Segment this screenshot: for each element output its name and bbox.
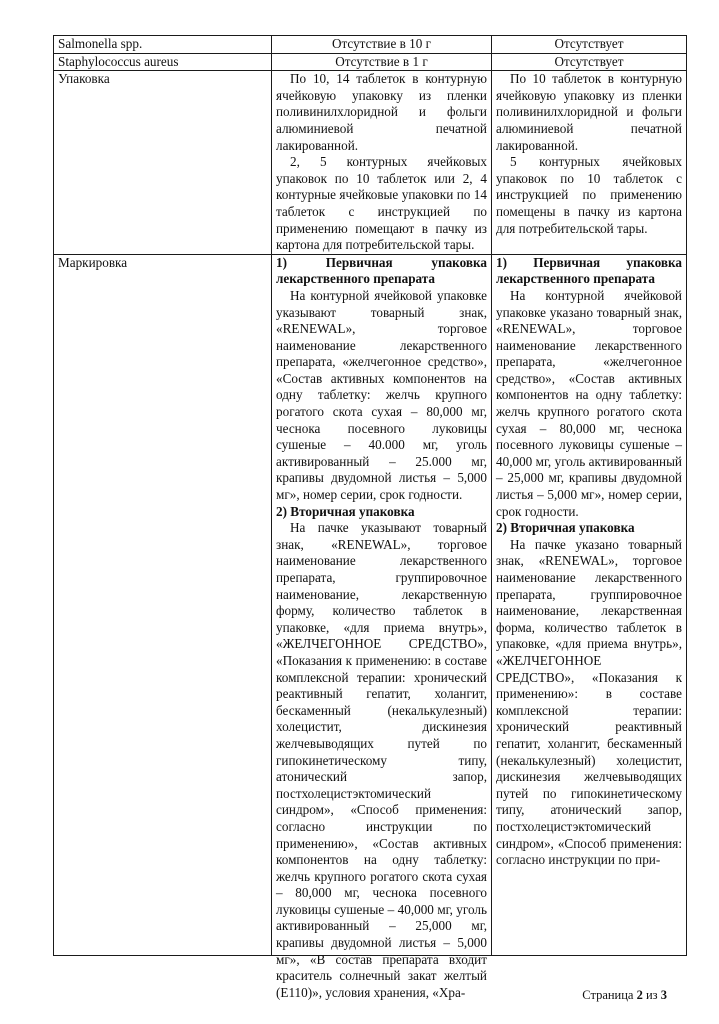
- current-page: 2: [636, 988, 643, 1002]
- page-of: из: [645, 988, 658, 1002]
- table-row-staph: [54, 53, 687, 71]
- marking-norm-heading: 1) Первичная упаковка лекарственного препарата: [276, 254, 487, 287]
- result-value: Отсутствует: [492, 36, 687, 54]
- packaging-norm-paragraph: По 10, 14 таблеток в контурную ячейковую упаковку из пленки поливинилхлоридной и фольги алюминиевой печатной лакированной.: [276, 71, 487, 153]
- page-number: [582, 988, 667, 1003]
- indicator-name: Staphylococcus aureus: [54, 53, 272, 71]
- packaging-result-paragraph: 5 контурных ячейковых упаковок по 10 таблеток с инструкцией по применению помещены в пачку из картона для потребительской тары.: [496, 154, 682, 236]
- marking-norm-paragraph: На пачке указывают товарный знак, «RENEWAL», торговое наименование лекарственного препарата, группировочное наименование, лекарственную форму, количество таблеток в упаковке, «для приема внутрь», «ЖЕЛЧЕГОННОЕ СРЕДСТВО», «Показания к применению: в составе комплексной терапии: хронический реактивный гепатит, холангит, бескаменный (некалькулезный) холецистит, дискинезия желчевыводящих путей по гипокинетическому типу, атонический запор, постхолецистэктомический синдром», «Способ применения: согласно инструкции по применению», «Состав активных компонентов на одну таблетку: желчь крупного рогатого скота сухая – 80,000 мг, чеснока посевного луковицы сушеные – 40,000 мг, уголь активированный – 25,000 мг, крапивы двудомной листья – 5,000 мг», «В состав препарата входит краситель солнечный закат желтый (E110)», условия хранения, «Хра-: [276, 520, 487, 1000]
- indicator-name: Упаковка: [54, 71, 272, 255]
- marking-norm: [272, 254, 492, 1000]
- marking-result-heading: 2) Вторичная упаковка: [496, 520, 635, 536]
- table-row-salmonella: [54, 36, 687, 54]
- total-pages: 3: [660, 988, 667, 1002]
- marking-result-heading: 1) Первичная упаковка лекарственного препарата: [496, 254, 682, 287]
- norm-value: Отсутствие в 1 г: [272, 53, 492, 71]
- page-label: Страница: [582, 988, 634, 1002]
- marking-result-paragraph: На контурной ячейковой упаковке указано товарный знак, «RENEWAL», торговое наименование лекарственного препарата, «желчегонное средство», «Состав активных компонентов на одну таблетку: желчь крупного рогатого скота сухая – 80,000 мг, чеснока посевного луковицы сушеные – 40,000 мг, уголь активированный – 25,000 мг, крапивы двудомной листья – 5,000 мг», номер серии, срок годности.: [496, 287, 682, 519]
- norm-value: Отсутствие в 10 г: [272, 36, 492, 54]
- marking-result-paragraph: На пачке указано товарный знак, «RENEWAL», торговое наименование лекарственного препарата, группировочное наименование, лекарственная форма, количество таблеток в упаковке, «для приема внутрь», «ЖЕЛЧЕГОННОЕ СРЕДСТВО», «Показания к применению»: в составе комплексной терапии: хронический реактивный гепатит, холангит, бескаменный (некалькулезный) холецистит, дискинезия желчевыводящих путей по гипокинетическому типу, атонический запор, постхолецистэктомический синдром», «Способ применения: согласно инструкции по при-: [496, 536, 682, 868]
- packaging-norm: [272, 71, 492, 255]
- marking-norm-paragraph: На контурной ячейковой упаковке указывают товарный знак, «RENEWAL», торговое наименование лекарственного препарата, «желчегонное средство», «Состав активных компонентов на одну таблетку: желчь крупного рогатого скота сухая – 80,000 мг, чеснока посевного луковицы сушеные – 40.000 мг, уголь активированный – 25.000 мг, крапивы двудомной листья – 5,000 мг», номер серии, срок годности.: [276, 287, 487, 503]
- marking-result: [492, 254, 687, 955]
- table-row-marking: [54, 254, 687, 955]
- indicator-name: Salmonella spp.: [54, 36, 272, 54]
- result-value: Отсутствует: [492, 53, 687, 71]
- indicator-name: Маркировка: [54, 254, 272, 955]
- marking-norm-heading: 2) Вторичная упаковка: [276, 503, 415, 519]
- table-row-packaging: [54, 71, 687, 255]
- packaging-result-paragraph: По 10 таблеток в контурную ячейковую упаковку из пленки поливинилхлоридной и фольги алюминиевой печатной лакированной.: [496, 71, 682, 153]
- packaging-norm-paragraph: 2, 5 контурных ячейковых упаковок по 10 таблеток или 2, 4 контурные ячейковые упаковки по 14 таблеток с инструкцией по применению помещают в пачку из картона для потребительской тары.: [276, 154, 487, 253]
- packaging-result: [492, 71, 687, 255]
